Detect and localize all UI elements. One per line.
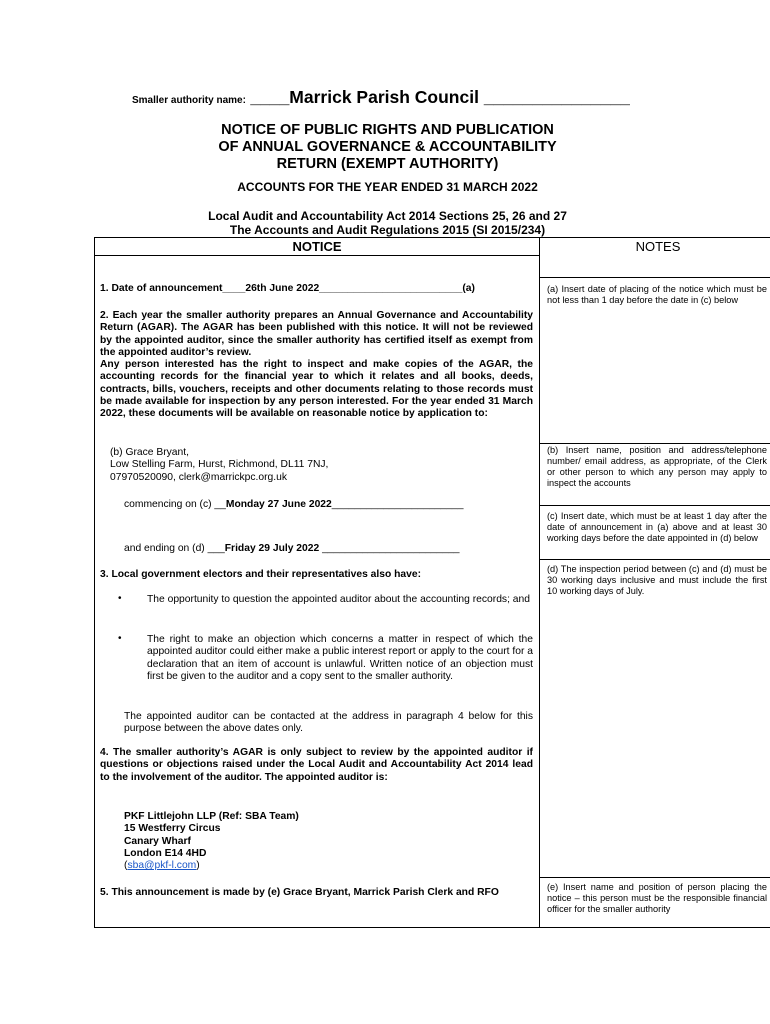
bullet-marker: • — [118, 593, 122, 604]
authority-name-value: ____Marrick Parish Council _______________ — [250, 87, 630, 107]
auditor-address-line-2: Canary Wharf — [124, 835, 191, 847]
auditor-name: PKF Littlejohn LLP (Ref: SBA Team) — [124, 811, 299, 822]
paragraph-2-rights: Any person interested has the right to inspect and make copies of the AGAR, the accounting records for the financial year to which it relates and all books, deeds, contracts, bills, vouchers, receipts and other documents relating to those records must be made available for inspection by any person interested. For the year ended 31 March 2022, these documents will be available on reasonable notice by application to: — [100, 359, 533, 420]
notice-title — [120, 122, 655, 173]
act-line-1: Local Audit and Accountability Act 2014 Sections 25, 26 and 27 — [208, 209, 567, 223]
note-b: (b) Insert name, position and address/telephone number/ email address, as appropriate, of the Clerk or other person to which any person may apply to inspect the accounts — [547, 445, 767, 488]
note-divider — [539, 559, 770, 560]
notice-heading-rule — [94, 255, 540, 256]
ending-date: Friday 29 July 2022 — [224, 543, 320, 554]
notes-heading: NOTES — [635, 239, 681, 254]
notes-heading-rule — [539, 277, 770, 278]
paragraph-2-intro: 2. Each year the smaller authority prepares an Annual Governance and Accountability Return (AGAR). The AGAR has been published with this notice. It will not be reviewed by the appointed auditor, since the smaller authority has certified itself as exempt from the appointed auditor’s review. — [100, 310, 533, 358]
authority-name-label: Smaller authority name: — [132, 95, 246, 106]
bullet-question-auditor: The opportunity to question the appointed auditor about the accounting records; and — [147, 594, 530, 605]
contact-details — [110, 447, 530, 484]
title-line-3: RETURN (EXEMPT AUTHORITY) — [276, 156, 499, 172]
commencing-date: Monday 27 June 2022 — [225, 499, 332, 510]
ending-line — [124, 543, 534, 555]
ending-suffix: ________________________ — [319, 543, 460, 554]
auditor-email-line — [124, 860, 524, 872]
act-line-2: The Accounts and Audit Regulations 2015 (SI 2015/234) — [229, 223, 546, 237]
note-c: (c) Insert date, which must be at least 1 day after the date of announcement in (a) above and at least 30 working days before the date appointed in (d) below — [547, 511, 767, 543]
auditor-address — [124, 811, 524, 872]
title-line-1: NOTICE OF PUBLIC RIGHTS AND PUBLICATION — [221, 122, 554, 138]
commencing-line — [124, 499, 534, 511]
announcement-date: 1. Date of announcement____26th June 2022_________________________(a) — [100, 283, 475, 294]
contact-name: (b) Grace Bryant, — [110, 447, 189, 458]
commencing-prefix: commencing on (c) __ — [124, 499, 226, 510]
contact-address: Low Stelling Farm, Hurst, Richmond, DL11 7NJ, — [110, 459, 329, 471]
note-divider — [539, 877, 770, 878]
bullet-marker: • — [118, 633, 122, 644]
notice-heading: NOTICE — [292, 239, 342, 254]
auditor-address-line-3: London E14 4HD — [124, 847, 207, 859]
email-close-paren: ) — [196, 860, 200, 872]
auditor-email-link[interactable]: sba@pkf-l.com — [127, 860, 197, 872]
commencing-suffix: _______________________ — [331, 499, 464, 510]
paragraph-2 — [100, 310, 533, 421]
bullet-objection-right: The right to make an objection which concerns a matter in respect of which the appointed auditor could either make a public interest report or apply to the court for a declaration that an item of account is unlawful. Written notice of an objection must first be given to the auditor and a copy sent to the smaller authority. — [147, 634, 533, 682]
note-divider — [539, 443, 770, 444]
paragraph-3: 3. Local government electors and their representatives also have: — [100, 569, 422, 580]
note-d: (d) The inspection period between (c) and (d) must be 30 working days inclusive and must include the first 10 working days of July. — [547, 564, 767, 596]
authority-name-line — [132, 87, 630, 108]
column-divider — [539, 237, 540, 928]
note-e: (e) Insert name and position of person placing the notice – this person must be the responsible financial officer for the smaller authority — [547, 882, 767, 914]
email-open-paren: ( — [124, 860, 128, 872]
auditor-contact-note: The appointed auditor can be contacted at the address in paragraph 4 below for this purpose between the above dates only. — [124, 711, 533, 735]
ending-prefix: and ending on (d) ___ — [124, 543, 225, 554]
note-a: (a) Insert date of placing of the notice which must be not less than 1 day before the date in (c) below — [547, 284, 767, 305]
title-line-2: OF ANNUAL GOVERNANCE & ACCOUNTABILITY — [218, 139, 557, 155]
paragraph-4: 4. The smaller authority’s AGAR is only subject to review by the appointed auditor if questions or objections raised under the Local Audit and Accountability Act 2014 lead to the involvement of the auditor. The appointed auditor is: — [100, 747, 533, 783]
note-divider — [539, 505, 770, 506]
paragraph-5: 5. This announcement is made by (e) Grace Bryant, Marrick Parish Clerk and RFO — [100, 887, 499, 898]
accounts-year-line: ACCOUNTS FOR THE YEAR ENDED 31 MARCH 2022 — [237, 180, 538, 194]
auditor-address-line-1: 15 Westferry Circus — [124, 823, 221, 835]
contact-phone-email: 07970520090, clerk@marrickpc.org.uk — [110, 471, 288, 483]
legislation-reference — [120, 209, 655, 237]
